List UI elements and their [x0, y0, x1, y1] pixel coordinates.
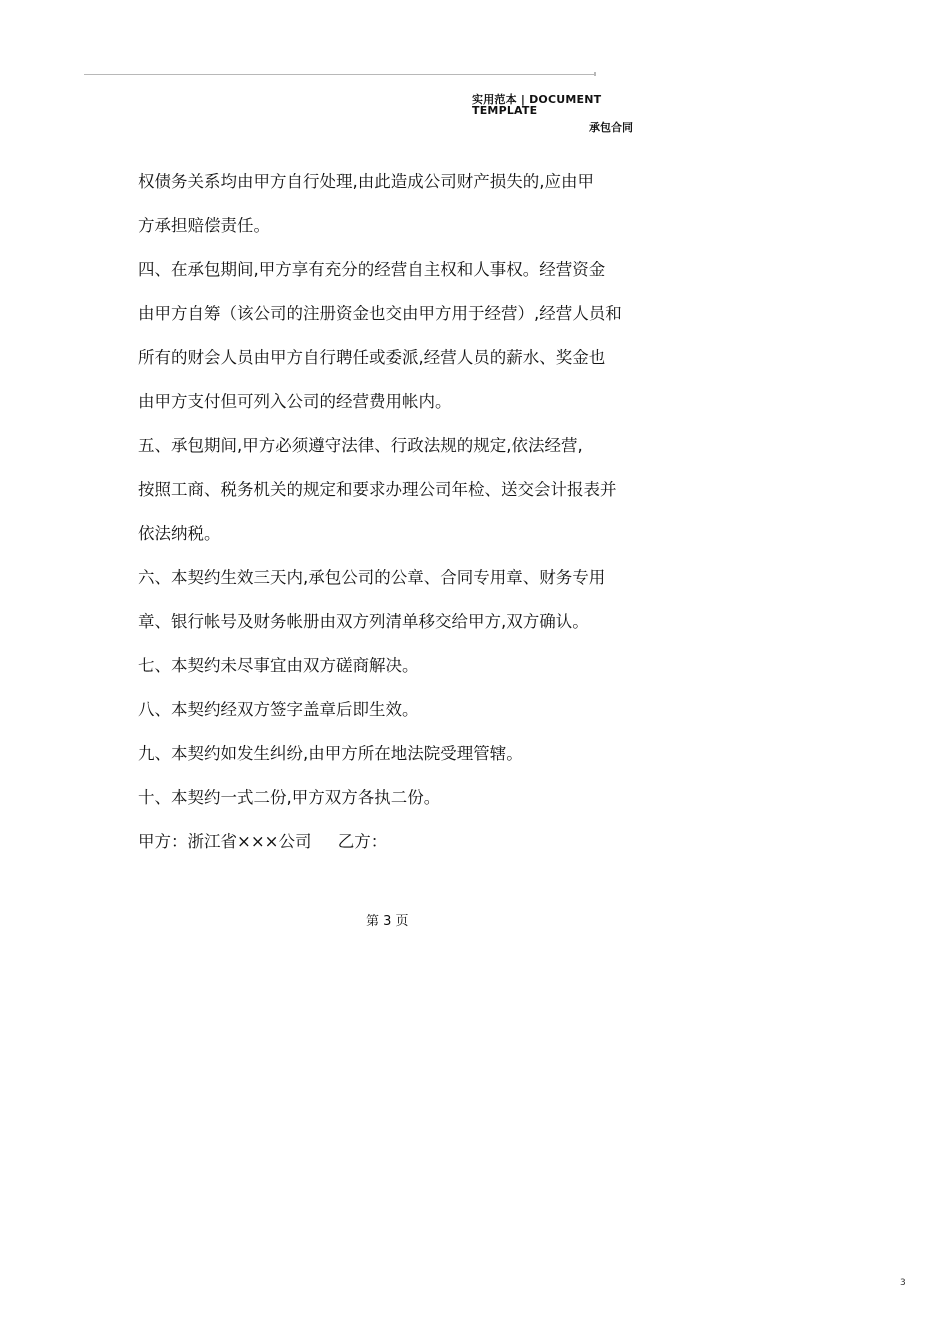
- clause-eight: 八、本契约经双方签字盖章后即生效。: [138, 700, 419, 719]
- clause-nine: 九、本契约如发生纠纷,由甲方所在地法院受理管辖。: [138, 744, 523, 763]
- body-line: 方承担赔偿责任。: [138, 216, 270, 235]
- document-template-label: 实用范本 | DOCUMENT TEMPLATE: [472, 93, 602, 117]
- corner-page-number: 3: [900, 1278, 906, 1288]
- clause-ten: 十、本契约一式二份,甲方双方各执二份。: [138, 788, 441, 807]
- clause-six: 六、本契约生效三天内,承包公司的公章、合同专用章、财务专用: [138, 568, 606, 587]
- body-line: 所有的财会人员由甲方自行聘任或委派,经营人员的薪水、奖金也: [138, 348, 606, 367]
- document-subtitle: 承包合同: [589, 121, 633, 134]
- body-line: 依法纳税。: [138, 524, 221, 543]
- clause-five: 五、承包期间,甲方必须遵守法律、行政法规的规定,依法经营,: [138, 436, 583, 455]
- header-rule: [84, 74, 596, 75]
- body-line: 由甲方支付但可列入公司的经营费用帐内。: [138, 392, 452, 411]
- body-line: 权债务关系均由甲方自行处理,由此造成公司财产损失的,应由甲: [138, 172, 594, 191]
- body-line: 按照工商、税务机关的规定和要求办理公司年检、送交会计报表并: [138, 480, 617, 499]
- clause-four: 四、在承包期间,甲方享有充分的经营自主权和人事权。经营资金: [138, 260, 606, 279]
- page-number-label: 第 3 页: [366, 914, 409, 929]
- body-line: 章、银行帐号及财务帐册由双方列清单移交给甲方,双方确认。: [138, 612, 589, 631]
- signature-line: 甲方：浙江省×××公司 乙方：: [138, 832, 388, 851]
- header-rule-end: [594, 72, 596, 76]
- body-line: 由甲方自筹（该公司的注册资金也交由甲方用于经营）,经营人员和: [138, 304, 622, 323]
- contract-body: [138, 160, 648, 864]
- clause-seven: 七、本契约未尽事宜由双方磋商解决。: [138, 656, 419, 675]
